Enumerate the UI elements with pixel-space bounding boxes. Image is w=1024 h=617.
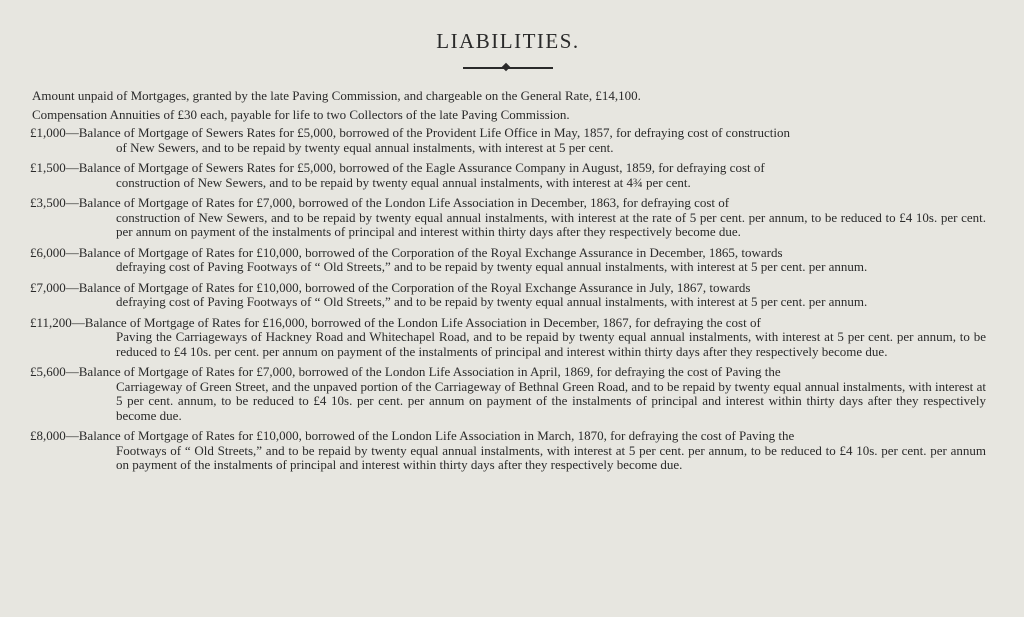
entry-first-line: Balance of Mortgage of Rates for £7,000, borrowed of the London Life Association in December, 1863, for defraying cost of: [78, 195, 730, 210]
entry-continuation: construction of New Sewers, and to be repaid by twenty equal annual instalments, with interest at the rate of 5 per cent. per annum, to be reduced to £4 10s. per cent. per annum on payment of the instalments of principal and interest within thirty days after they respectively become due.: [116, 209, 986, 239]
ornamental-rule: [463, 62, 553, 74]
entry-first-line: Balance of Mortgage of Rates for £10,000, borrowed of the Corporation of the Royal Exchange Assurance in July, 1867, towards: [78, 279, 751, 295]
entry-continuation: Carriageway of Green Street, and the unpaved portion of the Carriageway of Bethnal Green Road, and to be repaid by twenty equal annual instalments, with interest at 5 per cent. annum, to be reduced to £4 10s. per cent. per annum on payment of the instalments of principal and interest within thirty days after they respectively become due.: [116, 378, 986, 423]
entry-amount: £1,000: [30, 125, 66, 140]
entry-first-line: Balance of Mortgage of Rates for £7,000, borrowed of the London Life Association in April, 1869, for defraying the cost of Paving the: [78, 364, 781, 379]
entry-continuation: Footways of “ Old Streets,” and to be repaid by twenty equal annual instalments, with interest at 5 per cent. per annum, to be reduced to £4 10s. per cent. per annum on payment of the instalments of principal and interest within thirty days after they respectively become due.: [116, 442, 986, 472]
entry-amount: £1,500: [30, 160, 66, 175]
entry-continuation: of New Sewers, and to be repaid by twenty equal annual instalments, with interest at 5 per cent.: [116, 139, 614, 155]
entry-continuation: defraying cost of Paving Footways of “ Old Streets,” and to be repaid by twenty equal annual instalments, with interest at 5 per cent. per annum.: [116, 259, 868, 274]
page-title: LIABILITIES.: [436, 29, 580, 53]
liability-entry: £7,000—Balance of Mortgage of Rates for £10,000, borrowed of the Corporation of the Royal Exchange Assurance in July, 1867, towards defraying cost of Paving Footways of “ Old Streets,” and to be repaid by twenty equal annual instalments, with interest at 5 per cent. per annum.: [30, 281, 986, 310]
liability-entry: £11,200—Balance of Mortgage of Rates for £16,000, borrowed of the London Life Association in December, 1867, for defraying the cost of Paving the Carriageways of Hackney Road and Whitechapel Road, and to be repaid by twenty equal annual instalments, with interest at 5 per cent. per annum, to be reduced to £4 10s. per cent. per annum on payment of the instalments of principal and interest within thirty days after they respectively become due.: [30, 314, 986, 359]
entry-amount: £6,000: [30, 244, 66, 260]
entry-first-line: Balance of Mortgage of Sewers Rates for £5,000, borrowed of the Provident Life Office in May, 1857, for defraying cost of construction: [78, 125, 790, 140]
entry-amount: £11,200: [30, 314, 72, 330]
liability-entry: £5,600—Balance of Mortgage of Rates for £7,000, borrowed of the London Life Association in April, 1869, for defraying the cost of Paving the Carriageway of Green Street, and the unpaved portion of the Carriageway of Bethnal Green Road, and to be repaid by twenty equal annual instalments, with interest at 5 per cent. annum, to be reduced to £4 10s. per cent. per annum on payment of the instalments of principal and interest within thirty days after they respectively become due.: [30, 364, 986, 423]
entry-continuation: defraying cost of Paving Footways of “ Old Streets,” and to be repaid by twenty equal annual instalments, with interest at 5 per cent. per annum.: [116, 294, 868, 309]
liability-entry: £3,500—Balance of Mortgage of Rates for £7,000, borrowed of the London Life Association in December, 1863, for defraying cost of construction of New Sewers, and to be repaid by twenty equal annual instalments, with interest at the rate of 5 per cent. per annum, to be reduced to £4 10s. per cent. per annum on payment of the instalments of principal and interest within thirty days after they respectively become due.: [30, 195, 986, 239]
liability-entry: £1,000—Balance of Mortgage of Sewers Rates for £5,000, borrowed of the Provident Life Office in May, 1857, for defraying cost of construction of New Sewers, and to be repaid by twenty equal annual instalments, with interest at 5 per cent.: [30, 126, 986, 155]
entry-continuation: Paving the Carriageways of Hackney Road and Whitechapel Road, and to be repaid by twenty equal annual instalments, with interest at 5 per cent. per annum, to be reduced to £4 10s. per cent. per annum on payment of the instalments of principal and interest within thirty days after they respectively become due.: [116, 329, 986, 359]
diamond-ornament-icon: [502, 63, 510, 71]
entry-first-line: Balance of Mortgage of Rates for £10,000, borrowed of the Corporation of the Royal Exchange Assurance in December, 1865, towards: [78, 244, 783, 260]
intro-mortgages: Amount unpaid of Mortgages, granted by the late Paving Commission, and chargeable on the General Rate, £14,100.: [32, 88, 641, 103]
liability-entry: £1,500—Balance of Mortgage of Sewers Rates for £5,000, borrowed of the Eagle Assurance Company in August, 1859, for defraying cost of construction of New Sewers, and to be repaid by twenty equal annual instalments, with interest at 4¾ per cent.: [30, 161, 986, 190]
liability-entry: £8,000—Balance of Mortgage of Rates for £10,000, borrowed of the London Life Association in March, 1870, for defraying the cost of Paving the Footways of “ Old Streets,” and to be repaid by twenty equal annual instalments, with interest at 5 per cent. per annum, to be reduced to £4 10s. per cent. per annum on payment of the instalments of principal and interest within thirty days after they respectively become due.: [30, 428, 986, 472]
entry-first-line: Balance of Mortgage of Rates for £16,000, borrowed of the London Life Association in December, 1867, for defraying the cost of: [84, 314, 761, 330]
entry-amount: £7,000: [30, 279, 66, 295]
entry-amount: £5,600: [30, 364, 66, 379]
entry-amount: £8,000: [30, 428, 66, 443]
entry-first-line: Balance of Mortgage of Rates for £10,000, borrowed of the London Life Association in March, 1870, for defraying the cost of Paving the: [78, 428, 795, 443]
liability-entry: £6,000—Balance of Mortgage of Rates for £10,000, borrowed of the Corporation of the Royal Exchange Assurance in December, 1865, towards defraying cost of Paving Footways of “ Old Streets,” and to be repaid by twenty equal annual instalments, with interest at 5 per cent. per annum.: [30, 246, 986, 275]
entry-amount: £3,500: [30, 195, 66, 210]
intro-annuities: Compensation Annuities of £30 each, payable for life to two Collectors of the late Paving Commission.: [32, 107, 570, 122]
entry-first-line: Balance of Mortgage of Sewers Rates for £5,000, borrowed of the Eagle Assurance Company in August, 1859, for defraying cost of: [78, 160, 765, 175]
entry-continuation: construction of New Sewers, and to be repaid by twenty equal annual instalments, with interest at 4¾ per cent.: [116, 174, 691, 190]
